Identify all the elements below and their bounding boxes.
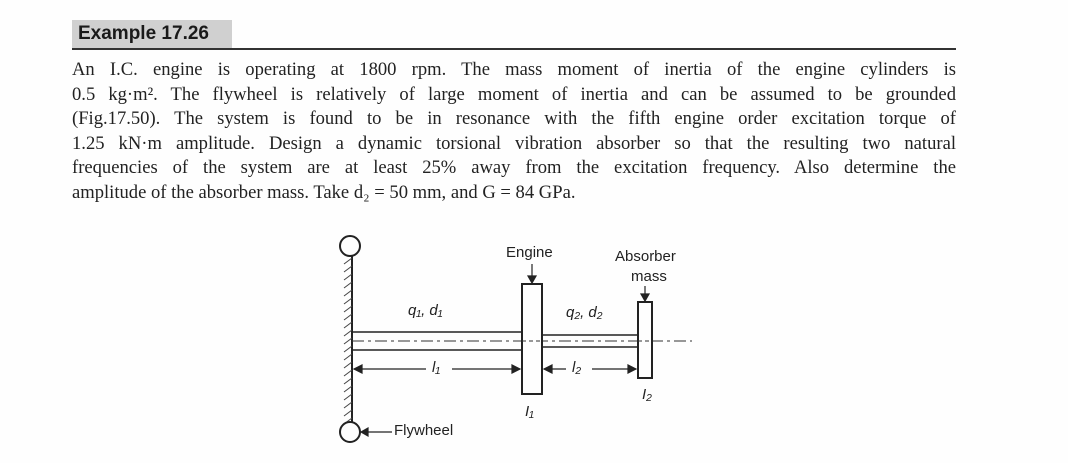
paragraph-line: 0.5 kg·m². The flywheel is relatively of large moment of inertia and can be assumed to be grounded [72,83,956,105]
shaft-2-label: q₂, d₂ [566,304,603,321]
engine-label: Engine [506,244,553,261]
inertia-1-label: I₁ [525,403,534,420]
absorber-disk [638,302,652,378]
engine-disk [522,284,542,394]
absorber-label: Absorber [615,248,676,265]
length-2-dimension [544,365,636,373]
example-header [72,20,956,50]
flywheel-label: Flywheel [394,422,454,439]
inertia-2-label: I₂ [642,386,652,403]
figure-17-50 [330,228,710,458]
length-2-label: l₂ [572,359,582,376]
absorber-mass-label: mass [631,268,667,285]
paragraph-line: 1.25 kN·m amplitude. Design a dynamic torsional vibration absorber so that the resulting two natural [72,132,956,154]
paragraph-line: amplitude of the absorber mass. Take d₂ = 50 mm, and G = 84 GPa. [72,181,576,203]
paragraph-line: (Fig.17.50). The system is found to be in resonance with the fifth engine order excitation torque of [72,108,956,130]
paragraph-line: An I.C. engine is operating at 1800 rpm. The mass moment of inertia of the engine cylinders is [72,59,956,80]
shaft-1-label: q₁, d₁ [408,302,443,319]
paragraph-line: frequencies of the system are at least 25% away from the excitation frequency. Also determine the [72,157,956,179]
problem-paragraph [72,58,956,206]
example-title: Example 17.26 [72,20,232,48]
ground-wall [340,236,360,442]
length-1-label: l₁ [432,359,441,376]
